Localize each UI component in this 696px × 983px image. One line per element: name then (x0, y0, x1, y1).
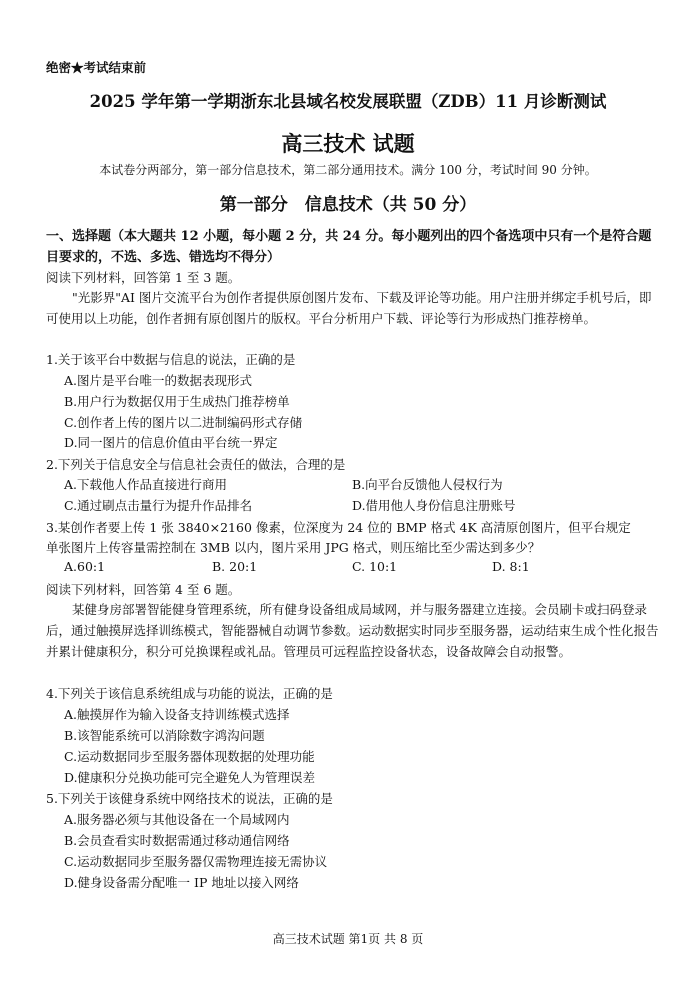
question-3-option-b: B. 20:1 (212, 559, 258, 574)
subject-title: 高三技术 试题 (281, 131, 415, 156)
question-3-stem-line-2: 单张图片上传容量需控制在 3MB 以内，图片采用 JPG 格式，则压缩比至少需达到多少？ (46, 540, 541, 555)
question-1-stem: 1.关于该平台中数据与信息的说法，正确的是 (46, 352, 296, 367)
question-1-option-c: C.创作者上传的图片以二进制编码形式存储 (64, 415, 303, 430)
question-5-stem: 5.下列关于该健身系统中网络技术的说法，正确的是 (46, 791, 333, 806)
question-4-option-d: D.健康积分兑换功能可完全避免人为管理误差 (64, 770, 316, 785)
question-5-option-b: B.会员查看实时数据需通过移动通信网络 (64, 833, 290, 848)
question-4-option-a: A.触摸屏作为输入设备支持训练模式选择 (64, 707, 290, 722)
material-2-text: 某健身房部署智能健身管理系统，所有健身设备组成局域网，并与服务器建立连接。会员刷卡或扫码登录后，通过触摸屏选择训练模式，智能器械自动调节参数。运动数据实时同步至服务器，运动结束生成个性化报告并累计健康积分，积分可兑换课程或礼品。管理员可远程监控设备状态，设备故障会自动报警。 (46, 602, 659, 659)
question-4-option-b: B.该智能系统可以消除数字鸿沟问题 (64, 728, 265, 743)
question-1-option-b: B.用户行为数据仅用于生成热门推荐榜单 (64, 394, 290, 409)
question-2-option-b: B.向平台反馈他人侵权行为 (352, 477, 503, 492)
question-3-option-a: A.60:1 (64, 559, 106, 574)
question-1-option-a: A.图片是平台唯一的数据表现形式 (64, 373, 253, 388)
material-2-prompt: 阅读下列材料，回答第 4 至 6 题。 (46, 582, 241, 597)
exam-title: 2025 学年第一学期浙东北县域名校发展联盟（ZDB）11 月诊断测试 (89, 92, 607, 111)
question-2-option-a: A.下载他人作品直接进行商用 (64, 477, 228, 492)
question-4-stem: 4.下列关于该信息系统组成与功能的说法，正确的是 (46, 686, 333, 701)
question-3-option-c: C. 10:1 (352, 559, 398, 574)
question-2-option-d: D.借用他人身份信息注册账号 (352, 498, 516, 513)
material-1-prompt: 阅读下列材料，回答第 1 至 3 题。 (46, 270, 241, 285)
question-3-stem-line-1: 3.某创作者要上传 1 张 3840×2160 像素，位深度为 24 位的 BMP 格式 4K 高清原创图片，但平台规定 (46, 520, 631, 535)
question-1-option-d: D.同一图片的信息价值由平台统一界定 (64, 435, 278, 450)
part-one-title: 第一部分 信息技术（共 50 分） (219, 195, 477, 215)
question-3-option-d: D. 8:1 (492, 559, 530, 574)
question-2-stem: 2.下列关于信息安全与信息社会责任的做法，合理的是 (46, 457, 346, 472)
confidential-label: 绝密★考试结束前 (46, 60, 147, 75)
question-2-option-c: C.通过刷点击量行为提升作品排名 (64, 498, 253, 513)
material-1-text: "光影界"AI 图片交流平台为创作者提供原创图片发布、下载及评论等功能。用户注册并绑定手机号后，即可使用以上功能，创作者拥有原创图片的版权。平台分析用户下载、评论等行为形成热门推荐榜单。 (46, 290, 652, 326)
question-5-option-d: D.健身设备需分配唯一 IP 地址以接入网络 (64, 875, 299, 890)
question-4-option-c: C.运动数据同步至服务器体现数据的处理功能 (64, 749, 315, 764)
question-5-option-a: A.服务器必须与其他设备在一个局域网内 (64, 812, 290, 827)
exam-intro: 本试卷分两部分，第一部分信息技术，第二部分通用技术。满分 100 分，考试时间 90 分钟。 (99, 163, 597, 177)
section-header: 一、选择题（本大题共 12 小题，每小题 2 分，共 24 分。每小题列出的四个备选项中只有一个是符合题目要求的，不选、多选、错选均不得分） (46, 229, 652, 265)
page-footer: 高三技术试题 第1页 共 8 页 (272, 932, 424, 946)
question-5-option-c: C.运动数据同步至服务器仅需物理连接无需协议 (64, 854, 328, 869)
